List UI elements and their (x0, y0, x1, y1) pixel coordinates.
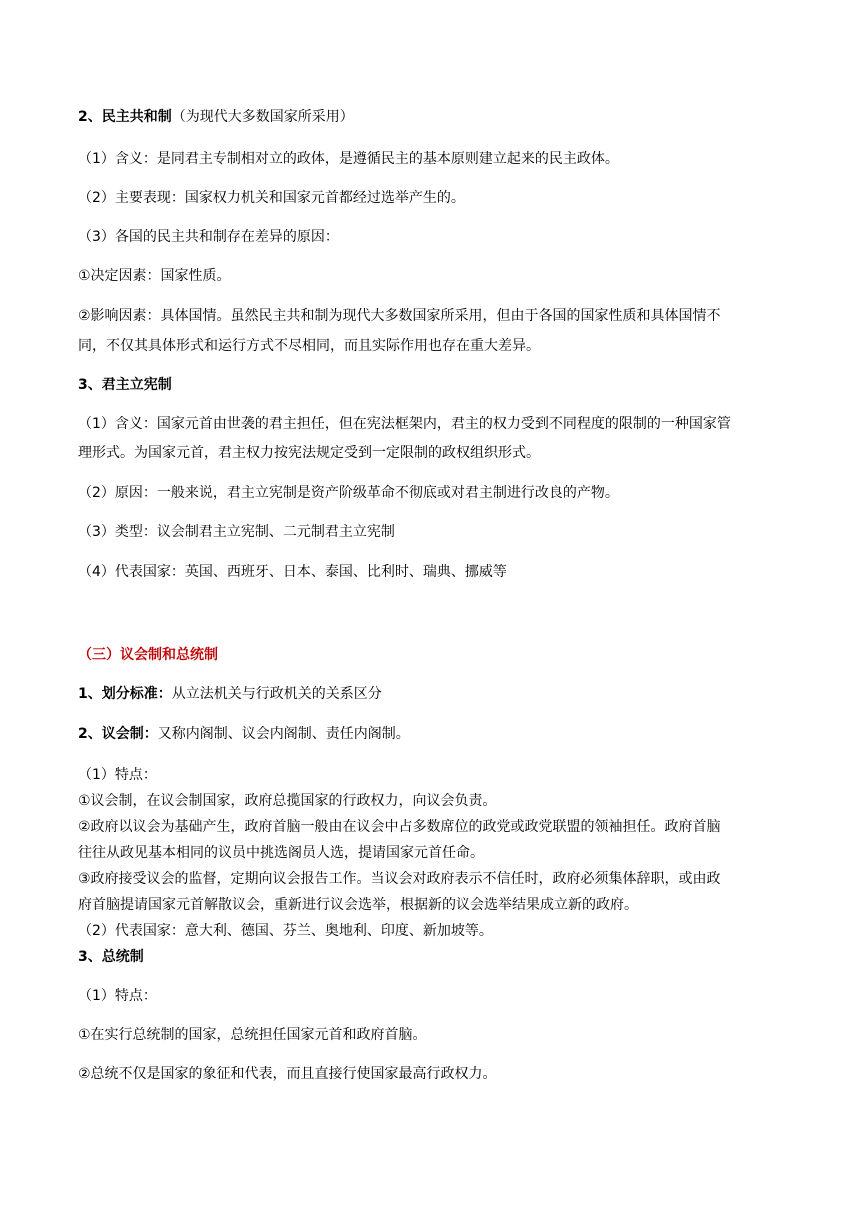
parliamentary-system-label: 2、议会制： (78, 726, 158, 742)
constitutional-monarchy-reason: （2）原因：一般来说，君主立宪制是资产阶级革命不彻底或对君主制进行改良的产物。 (78, 485, 619, 501)
parliamentary-feature-3-line-2: 府首脑提请国家元首解散议会，重新进行议会选举，根据新的议会选举结果成立新的政府。 (78, 897, 638, 913)
constitutional-monarchy-heading: 3、君主立宪制 (78, 377, 172, 393)
parliamentary-countries: （2）代表国家：意大利、德国、芬兰、奥地利、印度、新加坡等。 (78, 923, 493, 939)
presidential-feature-1: ①在实行总统制的国家，总统担任国家元首和政府首脑。 (78, 1027, 427, 1043)
heading-bold-text: 2、民主共和制 (78, 109, 172, 125)
parliamentary-presidential-heading: （三）议会制和总统制 (78, 647, 218, 663)
presidential-feature-2: ②总统不仅是国家的象征和代表，而且直接行使国家最高行政权力。 (78, 1066, 497, 1082)
parliamentary-feature-2-line-1: ②政府以议会为基础产生，政府首脑一般由在议会中占多数席位的政党或政党联盟的领袖担任。政府首脑 (78, 819, 721, 835)
division-criterion (78, 684, 788, 704)
presidential-features-label: （1）特点： (78, 988, 157, 1004)
democratic-republic-difference-reason: （3）各国的民主共和制存在差异的原因： (78, 229, 339, 245)
parliamentary-features-label: （1）特点： (78, 767, 157, 783)
parliamentary-feature-1: ①议会制，在议会制国家，政府总揽国家的行政权力，向议会负责。 (78, 793, 497, 809)
democratic-republic-main-features: （2）主要表现：国家权力机关和国家元首都经过选举产生的。 (78, 190, 465, 206)
constitutional-monarchy-meaning-line-1: （1）含义：国家元首由世袭的君主担任，但在宪法框架内，君主的权力受到不同程度的限制的一种国家管 (78, 416, 731, 432)
constitutional-monarchy-types: （3）类型：议会制君主立宪制、二元制君主立宪制 (78, 524, 395, 540)
division-criterion-text: 从立法机关与行政机关的关系区分 (171, 686, 382, 702)
constitutional-monarchy-meaning-line-2: 理形式。为国家元首，君主权力按宪法规定受到一定限制的政权组织形式。 (78, 445, 540, 461)
division-criterion-label: 1、划分标准： (78, 686, 172, 702)
constitutional-monarchy-countries: （4）代表国家：英国、西班牙、日本、泰国、比利时、瑞典、挪威等 (78, 564, 507, 580)
parliamentary-feature-2-line-2: 往往从政见基本相同的议员中挑选阁员人选，提请国家元首任命。 (78, 845, 484, 861)
presidential-heading: 3、总统制 (78, 949, 144, 965)
parliamentary-system (78, 724, 788, 744)
influencing-factor-line-1: ②影响因素：具体国情。虽然民主共和制为现代大多数国家所采用，但由于各国的国家性质和具体国情不 (78, 308, 721, 324)
deciding-factor: ①决定因素：国家性质。 (78, 268, 231, 284)
parliamentary-feature-3-line-1: ③政府接受议会的监督，定期向议会报告工作。当议会对政府表示不信任时，政府必须集体辞职，或由政 (78, 871, 721, 887)
democratic-republic-meaning: （1）含义：是同君主专制相对立的政体，是遵循民主的基本原则建立起来的民主政体。 (78, 151, 619, 167)
democratic-republic-heading (78, 107, 788, 127)
influencing-factor-line-2: 同，不仅其具体形式和运行方式不尽相同，而且实际作用也存在重大差异。 (78, 338, 540, 354)
heading-note: （为现代大多数国家所采用） (171, 109, 354, 125)
parliamentary-system-text: 又称内阁制、议会内阁制、责任内阁制。 (157, 726, 410, 742)
